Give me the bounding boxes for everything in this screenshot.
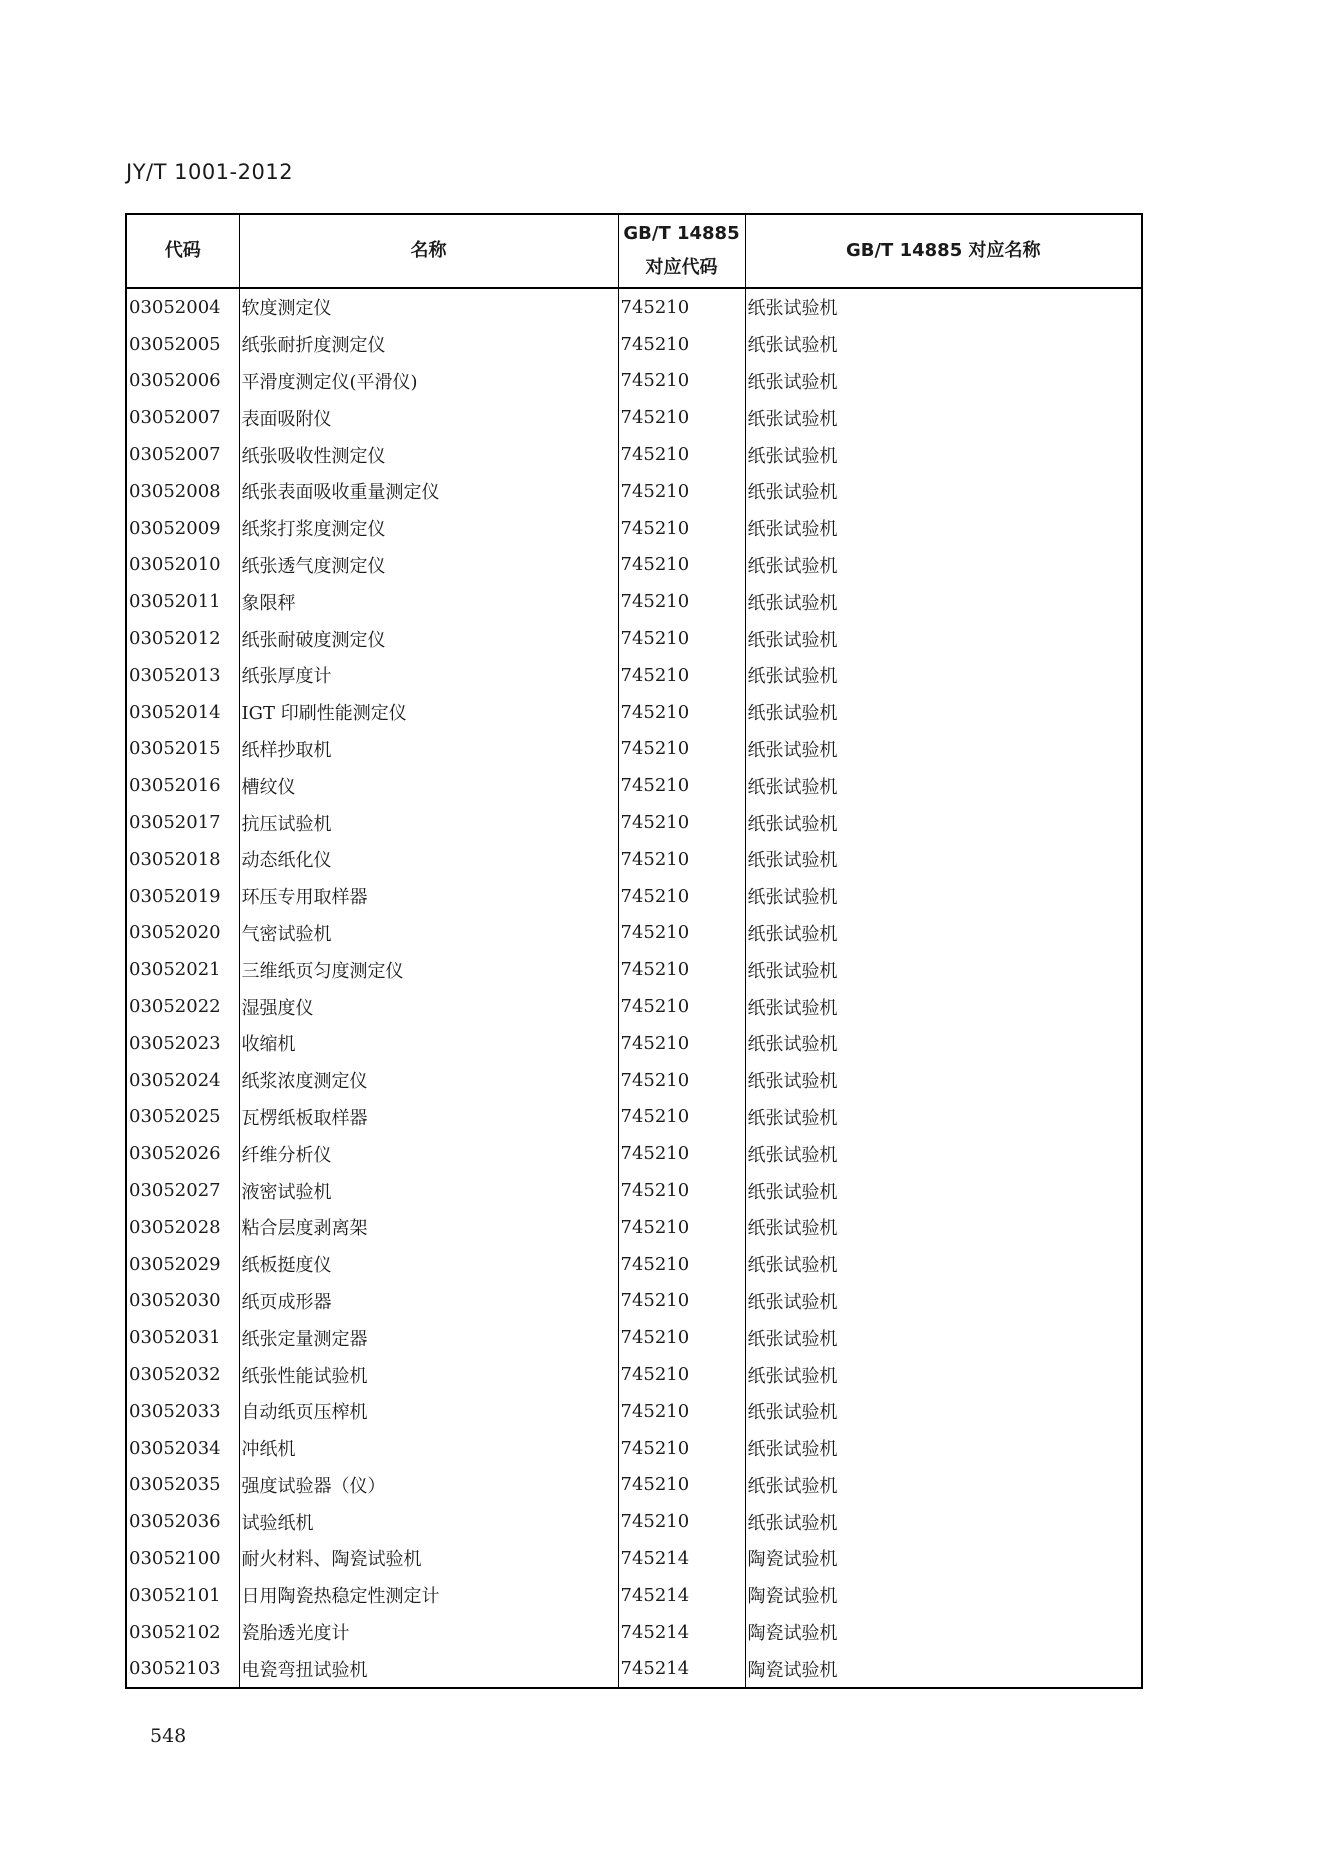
cell-gb-name: 纸张试验机 xyxy=(745,1135,1142,1172)
cell-gb-name: 纸张试验机 xyxy=(745,657,1142,694)
table-header-row xyxy=(126,214,1142,288)
cell-gb-name: 纸张试验机 xyxy=(745,399,1142,436)
table-row xyxy=(126,583,1142,620)
cell-name: 液密试验机 xyxy=(239,1172,618,1209)
table-row xyxy=(126,1430,1142,1467)
cell-gb-name: 纸张试验机 xyxy=(745,510,1142,547)
cell-name: 象限秤 xyxy=(239,583,618,620)
cell-gb-code: 745210 xyxy=(618,1393,745,1430)
table-row xyxy=(126,694,1142,731)
cell-gb-code: 745210 xyxy=(618,399,745,436)
cell-name: 纸样抄取机 xyxy=(239,731,618,768)
cell-name: 瓷胎透光度计 xyxy=(239,1614,618,1651)
table-row xyxy=(126,620,1142,657)
cell-gb-code: 745210 xyxy=(618,1246,745,1283)
cell-code: 03052018 xyxy=(126,841,239,878)
cell-gb-code: 745210 xyxy=(618,1356,745,1393)
cell-name: IGT 印刷性能测定仪 xyxy=(239,694,618,731)
cell-name: 湿强度仪 xyxy=(239,988,618,1025)
cell-gb-code: 745210 xyxy=(618,1430,745,1467)
column-header-gb-code-line1: GB/T 14885 xyxy=(623,223,740,244)
cell-gb-code: 745210 xyxy=(618,1099,745,1136)
cell-gb-name: 纸张试验机 xyxy=(745,951,1142,988)
cell-gb-code: 745210 xyxy=(618,473,745,510)
cell-gb-code: 745210 xyxy=(618,583,745,620)
cell-code: 03052031 xyxy=(126,1319,239,1356)
cell-code: 03052029 xyxy=(126,1246,239,1283)
cell-gb-name: 纸张试验机 xyxy=(745,1209,1142,1246)
table-row xyxy=(126,1540,1142,1577)
cell-gb-code: 745210 xyxy=(618,1062,745,1099)
table-row xyxy=(126,1503,1142,1540)
cell-gb-code: 745210 xyxy=(618,1025,745,1062)
table-row xyxy=(126,473,1142,510)
table-row xyxy=(126,363,1142,400)
cell-gb-name: 纸张试验机 xyxy=(745,731,1142,768)
cell-name: 平滑度测定仪(平滑仪) xyxy=(239,363,618,400)
cell-name: 纸页成形器 xyxy=(239,1283,618,1320)
table-row xyxy=(126,1135,1142,1172)
table-row xyxy=(126,399,1142,436)
cell-gb-name: 纸张试验机 xyxy=(745,1246,1142,1283)
cell-name: 瓦楞纸板取样器 xyxy=(239,1099,618,1136)
cell-code: 03052005 xyxy=(126,326,239,363)
cell-name: 纸浆浓度测定仪 xyxy=(239,1062,618,1099)
table-row xyxy=(126,1614,1142,1651)
cell-code: 03052020 xyxy=(126,915,239,952)
document-standard-id: JY/T 1001-2012 xyxy=(126,160,294,184)
cell-gb-name: 纸张试验机 xyxy=(745,1099,1142,1136)
cell-gb-code: 745210 xyxy=(618,1172,745,1209)
cell-name: 纸张定量测定器 xyxy=(239,1319,618,1356)
cell-name: 日用陶瓷热稳定性测定计 xyxy=(239,1577,618,1614)
cell-code: 03052035 xyxy=(126,1467,239,1504)
cell-code: 03052022 xyxy=(126,988,239,1025)
cell-gb-code: 745210 xyxy=(618,1283,745,1320)
cell-gb-code: 745210 xyxy=(618,657,745,694)
cell-gb-name: 纸张试验机 xyxy=(745,804,1142,841)
cell-gb-code: 745210 xyxy=(618,1319,745,1356)
table-row xyxy=(126,1467,1142,1504)
cell-name: 纸张厚度计 xyxy=(239,657,618,694)
cell-gb-name: 纸张试验机 xyxy=(745,620,1142,657)
cell-gb-code: 745210 xyxy=(618,804,745,841)
cell-code: 03052009 xyxy=(126,510,239,547)
cell-name: 气密试验机 xyxy=(239,915,618,952)
cell-gb-code: 745210 xyxy=(618,1135,745,1172)
cell-gb-code: 745210 xyxy=(618,951,745,988)
cell-code: 03052023 xyxy=(126,1025,239,1062)
cell-code: 03052034 xyxy=(126,1430,239,1467)
cell-gb-name: 纸张试验机 xyxy=(745,1319,1142,1356)
cell-gb-name: 纸张试验机 xyxy=(745,1467,1142,1504)
cell-name: 粘合层度剥离架 xyxy=(239,1209,618,1246)
cell-gb-code: 745210 xyxy=(618,767,745,804)
cell-gb-code: 745214 xyxy=(618,1540,745,1577)
page-number: 548 xyxy=(150,1725,187,1747)
cell-code: 03052007 xyxy=(126,436,239,473)
table-row xyxy=(126,1319,1142,1356)
cell-name: 纸张透气度测定仪 xyxy=(239,547,618,584)
cell-code: 03052010 xyxy=(126,547,239,584)
cell-gb-name: 纸张试验机 xyxy=(745,1062,1142,1099)
table-row xyxy=(126,988,1142,1025)
cell-name: 三维纸页匀度测定仪 xyxy=(239,951,618,988)
table-row xyxy=(126,510,1142,547)
table-row xyxy=(126,1577,1142,1614)
cell-code: 03052102 xyxy=(126,1614,239,1651)
table-row xyxy=(126,878,1142,915)
column-header-code: 代码 xyxy=(126,214,239,288)
table-row xyxy=(126,1209,1142,1246)
cell-code: 03052021 xyxy=(126,951,239,988)
cell-code: 03052033 xyxy=(126,1393,239,1430)
cell-code: 03052101 xyxy=(126,1577,239,1614)
table-row xyxy=(126,1393,1142,1430)
cell-gb-code: 745210 xyxy=(618,436,745,473)
table-row xyxy=(126,841,1142,878)
column-header-gb-code-line2: 对应代码 xyxy=(645,257,718,278)
cell-code: 03052017 xyxy=(126,804,239,841)
cell-gb-name: 纸张试验机 xyxy=(745,326,1142,363)
cell-code: 03052026 xyxy=(126,1135,239,1172)
cell-name: 纸浆打浆度测定仪 xyxy=(239,510,618,547)
cell-name: 纸板挺度仪 xyxy=(239,1246,618,1283)
cell-gb-name: 纸张试验机 xyxy=(745,1172,1142,1209)
cell-gb-code: 745210 xyxy=(618,547,745,584)
cell-name: 动态纸化仪 xyxy=(239,841,618,878)
cell-code: 03052015 xyxy=(126,731,239,768)
cell-gb-name: 纸张试验机 xyxy=(745,473,1142,510)
column-header-name: 名称 xyxy=(239,214,618,288)
cell-gb-code: 745210 xyxy=(618,510,745,547)
cell-gb-code: 745210 xyxy=(618,288,745,326)
cell-code: 03052019 xyxy=(126,878,239,915)
table-row xyxy=(126,731,1142,768)
cell-code: 03052024 xyxy=(126,1062,239,1099)
cell-code: 03052004 xyxy=(126,288,239,326)
table-row xyxy=(126,1025,1142,1062)
cell-code: 03052100 xyxy=(126,1540,239,1577)
instrument-code-table xyxy=(125,213,1143,1689)
table-row xyxy=(126,288,1142,326)
cell-gb-code: 745210 xyxy=(618,841,745,878)
cell-name: 抗压试验机 xyxy=(239,804,618,841)
cell-gb-name: 纸张试验机 xyxy=(745,1283,1142,1320)
table-row xyxy=(126,1356,1142,1393)
cell-gb-name: 纸张试验机 xyxy=(745,915,1142,952)
cell-code: 03052007 xyxy=(126,399,239,436)
table-row xyxy=(126,1650,1142,1688)
cell-name: 环压专用取样器 xyxy=(239,878,618,915)
table-row xyxy=(126,1246,1142,1283)
table-row xyxy=(126,915,1142,952)
column-header-gb-name: GB/T 14885 对应名称 xyxy=(745,214,1142,288)
table-row xyxy=(126,657,1142,694)
cell-gb-code: 745210 xyxy=(618,988,745,1025)
cell-name: 试验纸机 xyxy=(239,1503,618,1540)
cell-gb-name: 纸张试验机 xyxy=(745,547,1142,584)
cell-gb-name: 陶瓷试验机 xyxy=(745,1614,1142,1651)
cell-name: 自动纸页压榨机 xyxy=(239,1393,618,1430)
cell-gb-name: 纸张试验机 xyxy=(745,288,1142,326)
cell-name: 电瓷弯扭试验机 xyxy=(239,1650,618,1688)
cell-code: 03052036 xyxy=(126,1503,239,1540)
cell-name: 纸张表面吸收重量测定仪 xyxy=(239,473,618,510)
cell-gb-code: 745210 xyxy=(618,1503,745,1540)
table-body xyxy=(126,288,1142,1688)
cell-gb-name: 纸张试验机 xyxy=(745,841,1142,878)
cell-gb-name: 纸张试验机 xyxy=(745,583,1142,620)
cell-name: 纸张耐折度测定仪 xyxy=(239,326,618,363)
cell-code: 03052032 xyxy=(126,1356,239,1393)
column-header-gb-code xyxy=(618,214,745,288)
cell-gb-name: 纸张试验机 xyxy=(745,1356,1142,1393)
cell-gb-name: 纸张试验机 xyxy=(745,988,1142,1025)
cell-name: 纸张性能试验机 xyxy=(239,1356,618,1393)
cell-gb-code: 745210 xyxy=(618,326,745,363)
cell-name: 表面吸附仪 xyxy=(239,399,618,436)
cell-gb-name: 纸张试验机 xyxy=(745,363,1142,400)
cell-code: 03052016 xyxy=(126,767,239,804)
table-row xyxy=(126,767,1142,804)
cell-gb-code: 745214 xyxy=(618,1614,745,1651)
cell-code: 03052011 xyxy=(126,583,239,620)
cell-gb-name: 纸张试验机 xyxy=(745,1025,1142,1062)
cell-code: 03052006 xyxy=(126,363,239,400)
cell-code: 03052030 xyxy=(126,1283,239,1320)
cell-gb-name: 纸张试验机 xyxy=(745,694,1142,731)
table-row xyxy=(126,547,1142,584)
cell-gb-code: 745210 xyxy=(618,1467,745,1504)
cell-name: 槽纹仪 xyxy=(239,767,618,804)
table-row xyxy=(126,951,1142,988)
cell-gb-name: 陶瓷试验机 xyxy=(745,1650,1142,1688)
cell-gb-code: 745214 xyxy=(618,1577,745,1614)
table-row xyxy=(126,1062,1142,1099)
cell-gb-code: 745210 xyxy=(618,915,745,952)
cell-code: 03052008 xyxy=(126,473,239,510)
cell-gb-name: 纸张试验机 xyxy=(745,1503,1142,1540)
table-row xyxy=(126,1283,1142,1320)
cell-code: 03052025 xyxy=(126,1099,239,1136)
cell-code: 03052027 xyxy=(126,1172,239,1209)
cell-gb-code: 745210 xyxy=(618,878,745,915)
cell-gb-name: 纸张试验机 xyxy=(745,1430,1142,1467)
cell-name: 软度测定仪 xyxy=(239,288,618,326)
cell-name: 耐火材料、陶瓷试验机 xyxy=(239,1540,618,1577)
cell-name: 纸张耐破度测定仪 xyxy=(239,620,618,657)
cell-code: 03052014 xyxy=(126,694,239,731)
cell-gb-name: 纸张试验机 xyxy=(745,878,1142,915)
cell-code: 03052103 xyxy=(126,1650,239,1688)
cell-gb-name: 陶瓷试验机 xyxy=(745,1577,1142,1614)
cell-gb-code: 745210 xyxy=(618,731,745,768)
cell-name: 强度试验器（仪） xyxy=(239,1467,618,1504)
cell-name: 冲纸机 xyxy=(239,1430,618,1467)
cell-gb-name: 纸张试验机 xyxy=(745,1393,1142,1430)
cell-code: 03052013 xyxy=(126,657,239,694)
table-row xyxy=(126,436,1142,473)
cell-name: 收缩机 xyxy=(239,1025,618,1062)
cell-gb-name: 陶瓷试验机 xyxy=(745,1540,1142,1577)
table-row xyxy=(126,1099,1142,1136)
table-row xyxy=(126,804,1142,841)
cell-name: 纸张吸收性测定仪 xyxy=(239,436,618,473)
cell-gb-name: 纸张试验机 xyxy=(745,436,1142,473)
cell-gb-code: 745214 xyxy=(618,1650,745,1688)
cell-gb-code: 745210 xyxy=(618,1209,745,1246)
table-row xyxy=(126,326,1142,363)
cell-gb-code: 745210 xyxy=(618,694,745,731)
cell-code: 03052012 xyxy=(126,620,239,657)
cell-name: 纤维分析仪 xyxy=(239,1135,618,1172)
cell-gb-name: 纸张试验机 xyxy=(745,767,1142,804)
cell-gb-code: 745210 xyxy=(618,620,745,657)
table-row xyxy=(126,1172,1142,1209)
cell-code: 03052028 xyxy=(126,1209,239,1246)
cell-gb-code: 745210 xyxy=(618,363,745,400)
